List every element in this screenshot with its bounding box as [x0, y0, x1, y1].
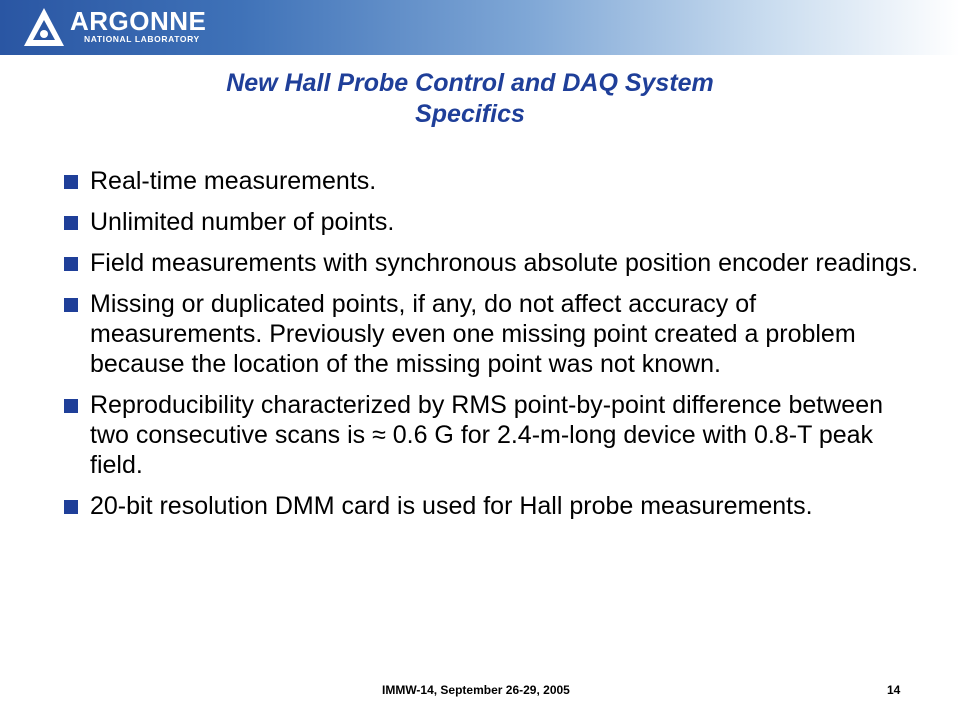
bullet-item — [62, 166, 922, 196]
bullet-text: 20-bit resolution DMM card is used for Hall probe measurements. — [90, 492, 813, 520]
bullet-text: Field measurements with synchronous absolute position encoder readings. — [90, 249, 919, 277]
bullet-text: Missing or duplicated points, if any, do not affect accuracy of measurements. Previously even one missing point created a problem because the location of the missing point was not known. — [90, 290, 856, 378]
square-bullet-icon — [64, 257, 78, 271]
bullet-text: Real-time measurements. — [90, 167, 377, 195]
slide-title — [100, 68, 840, 130]
header-band — [0, 0, 960, 55]
page-number: 14 — [887, 683, 901, 697]
argonne-logo-icon — [22, 6, 66, 48]
bullet-list — [62, 166, 922, 532]
square-bullet-icon — [64, 298, 78, 312]
logo-wordmark: ARGONNE — [70, 6, 207, 36]
logo-subtitle: NATIONAL LABORATORY — [84, 34, 200, 44]
slide-title-line-2: Specifics — [415, 100, 525, 128]
bullet-text: Unlimited number of points. — [90, 208, 395, 236]
square-bullet-icon — [64, 216, 78, 230]
slide-title-line-1: New Hall Probe Control and DAQ System — [226, 69, 714, 97]
bullet-item — [62, 289, 922, 379]
square-bullet-icon — [64, 399, 78, 413]
bullet-item — [62, 390, 922, 480]
bullet-item — [62, 207, 922, 237]
footer-conference: IMMW-14, September 26-29, 2005 — [382, 683, 570, 697]
bullet-text: Reproducibility characterized by RMS point-by-point difference between two consecutive scans is ≈ 0.6 G for 2.4-m-long device with 0.8-T peak field. — [90, 391, 884, 479]
bullet-item — [62, 491, 922, 521]
square-bullet-icon — [64, 500, 78, 514]
square-bullet-icon — [64, 175, 78, 189]
bullet-item — [62, 248, 922, 278]
argonne-logo — [22, 6, 207, 48]
